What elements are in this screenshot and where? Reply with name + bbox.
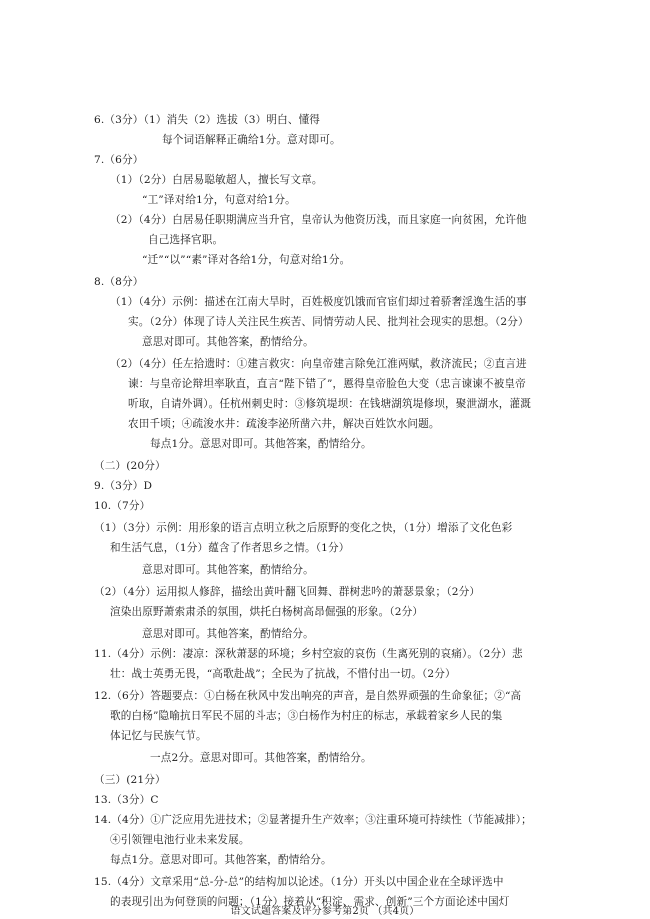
section-2-header: （二）(20分） <box>94 460 166 472</box>
answer-8-1-line2: 实。（2分）体现了诗人关注民生疾苦、同情劳动人民、批判社会现实的思想。（2分） <box>128 316 529 328</box>
scoring-note-14: 每点1分。意思对即可。其他答案，酌情给分。 <box>110 854 332 866</box>
answer-15-line2: 的表现引出为何登顶的问题；（1分）接着从“积淀、需求、创新”三个方面论述中国灯 <box>110 896 510 908</box>
answer-10-1-line1: （1）（3分）示例：用形象的语言点明立秋之后原野的变化之快，（1分）增添了文化色彩 <box>94 522 513 534</box>
answer-12-line1: 12.（6分）答题要点：①白杨在秋风中发出响亮的声音，是自然界顽强的生命象征；②“高 <box>94 690 522 702</box>
answer-12-line2: 歌的白杨”隐喻抗日军民不屈的斗志；③白杨作为村庄的标志，承载着家乡人民的集 <box>110 710 503 722</box>
scoring-note-6: 每个词语解释正确给1分。意对即可。 <box>162 134 341 146</box>
scoring-note-12: 一点2分。意思对即可。其他答案，酌情给分。 <box>150 752 372 764</box>
answer-11-line2: 壮：战士英勇无畏，“高歌赴战”；全民为了抗战，不惜付出一切。（2分） <box>110 668 456 680</box>
scoring-note-10-1: 意思对即可。其他答案，酌情给分。 <box>142 564 314 576</box>
scoring-note-8-2: 每点1分。意思对即可。其他答案，酌情给分。 <box>150 438 372 450</box>
answer-14-line1: 14.（4分）①广泛应用先进技术；②显著提升生产效率；③注重环境可持续性（节能减排）； <box>94 814 532 826</box>
answer-8-2-line2: 谏：与皇帝论辩坦率耿直，直言“陛下错了”，慝得皇帝脸色大变（忠言谏谏不被皇帝 <box>128 378 526 390</box>
answer-8-2-line1: （2）（4分）任左拾遗时：①建言救灾：向皇帝建言除免江淮两赋，救济流民；②直言进 <box>110 358 527 370</box>
answer-10-1-line2: 和生活气息，（1分）蕴含了作者思乡之情。（1分） <box>110 542 350 554</box>
answer-7-header: 7.（6分） <box>94 154 144 166</box>
answer-7-2-line1: （2）（4分）白居易任职期满应当升官，皇帝认为他资历浅，而且家庭一向贫困，允许他 <box>110 214 527 226</box>
answer-8-2-line4: 农田千顷；④疏浚水井：疏浚李泌所凿六井，解决百姓饮水问题。 <box>128 418 440 430</box>
answer-14-line2: ④引领锂电池行业未来发展。 <box>110 834 250 846</box>
scoring-note-7-2: “迁”“以”“素”译对各给1分，句意对给1分。 <box>142 254 351 266</box>
scoring-note-7-1: “工”译对给1分，句意对给1分。 <box>142 194 296 206</box>
answer-15-line1: 15.（4分）文章采用“总-分-总”的结构加以论述。（1分）开头以中国企业在全球评选中 <box>94 876 504 888</box>
scoring-note-10-2: 意思对即可。其他答案，酌情给分。 <box>142 628 314 640</box>
answer-10-2-line1: （2）（4分）运用拟人修辞，描绘出黄叶翻飞回舞、群树悲吟的萧瑟景象；（2分） <box>94 586 481 598</box>
answer-8-1-line1: （1）（4分）示例：描述在江南大旱时，百姓极度饥饿而官宦们却过着骄奢淫逸生活的事 <box>110 296 527 308</box>
answer-8-header: 8.（8分） <box>94 276 144 288</box>
answer-6: 6.（3分）（1）消失（2）选拔（3）明白、懂得 <box>94 114 321 126</box>
scoring-note-8-1: 意思对即可。其他答案，酌情给分。 <box>142 336 314 348</box>
answer-7-2-line2: 自己选择官职。 <box>148 234 224 246</box>
answer-9: 9.（3分）D <box>94 480 153 492</box>
section-3-header: （三）(21分） <box>94 774 166 786</box>
answer-13: 13.（3分）C <box>94 794 159 806</box>
answer-8-2-line3: 听取，自请外调）。任杭州刺史时：③修筑堤坝：在钱塘湖筑堤修坝，聚泄湖水，灌溉 <box>128 398 531 410</box>
answer-10-2-line2: 渲染出原野萧索肃杀的氛围，烘托白杨树高昂倔强的形象。（2分） <box>110 606 424 618</box>
page-footer: 语文试题答案及评分参考第2页 （共4页） <box>230 906 420 917</box>
answer-7-1: （1）（2分）白居易聪敏超人，擅长写文章。 <box>110 174 323 186</box>
answer-11-line1: 11.（4分）示例：凄凉：深秋萧瑟的环境；乡村空寂的哀伤（生离死别的哀痛）。（2分）悲 <box>94 648 523 660</box>
answer-10-header: 10.（7分） <box>94 500 151 512</box>
answer-12-line3: 体记忆与民族气节。 <box>110 730 207 742</box>
